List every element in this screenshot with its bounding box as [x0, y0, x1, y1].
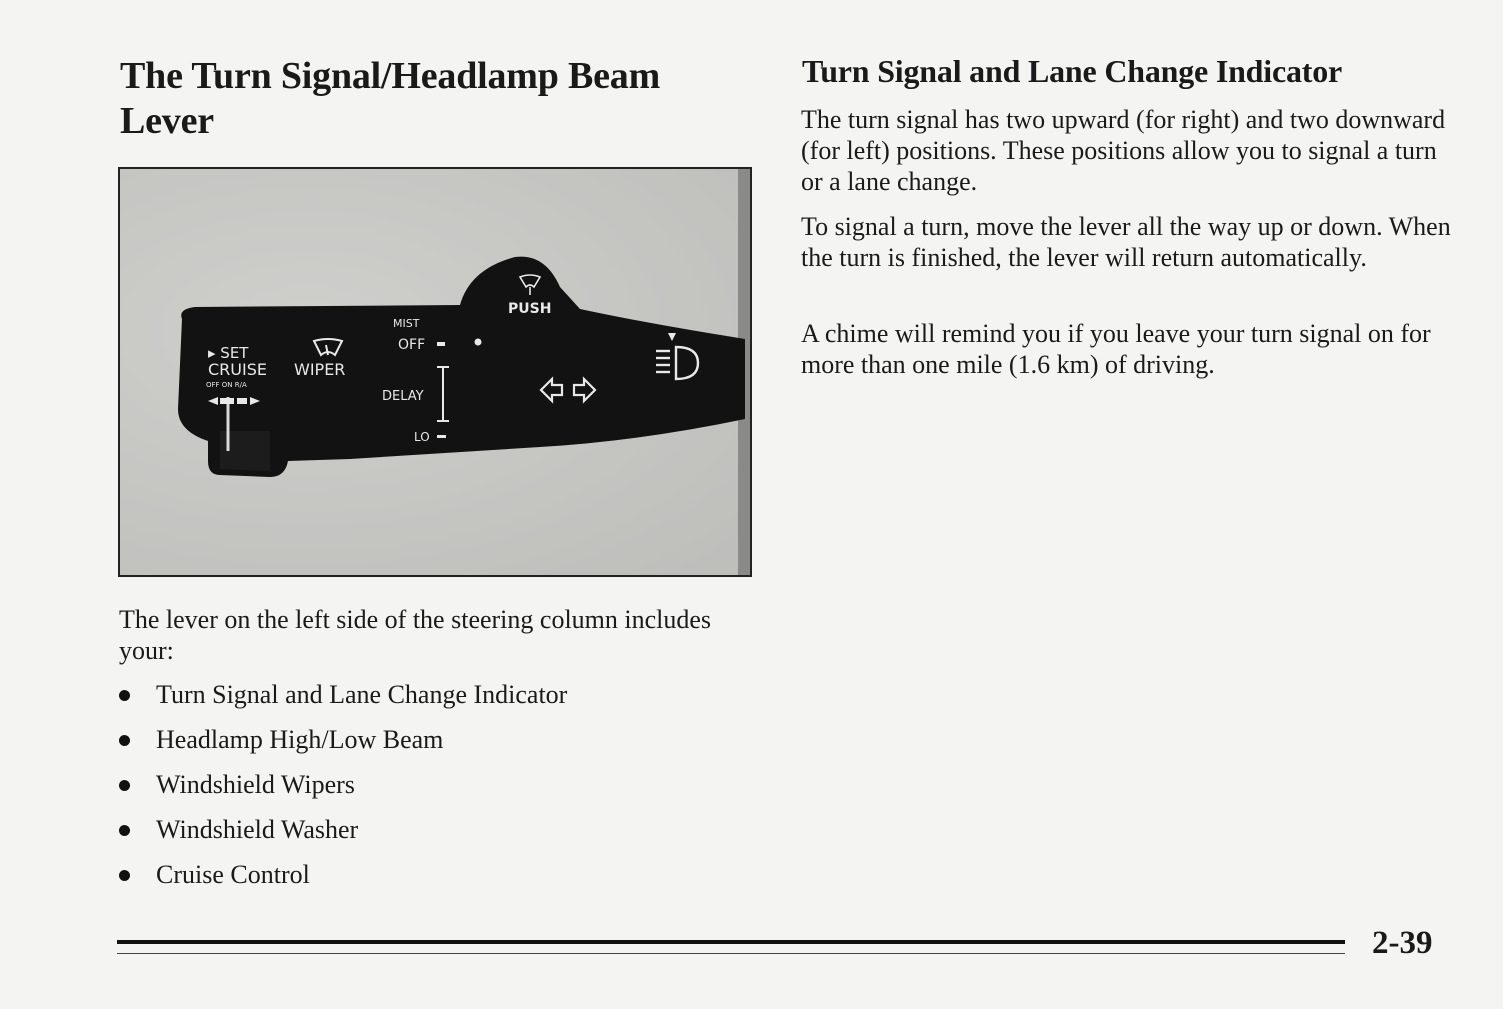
list-item [118, 721, 567, 766]
wiper-label: WIPER [294, 360, 346, 379]
cruise-label: CRUISE [208, 360, 267, 379]
page-number: 2-39 [1372, 925, 1433, 961]
intro-text: The lever on the left side of the steering column includes your: [119, 605, 712, 665]
push-label: PUSH [508, 301, 552, 317]
off-label: OFF [398, 337, 426, 353]
feature-list [118, 676, 567, 901]
paragraph: A chime will remind you if you leave your turn signal on for more than one mile (1.6 km) of driving. [801, 319, 1431, 379]
bullet-icon [119, 870, 130, 881]
list-item-label: Windshield Washer [156, 815, 359, 844]
bullet-icon [119, 825, 130, 836]
footer-rule [117, 940, 1345, 944]
lever-photo [118, 167, 752, 577]
list-item [118, 676, 567, 721]
paragraph: To signal a turn, move the lever all the way up or down. When the turn is finished, the lever will return automatically. [801, 212, 1451, 272]
section-heading-turn-signal: Turn Signal and Lane Change Indicator [802, 53, 1343, 89]
bullet-icon [119, 690, 130, 701]
delay-label: DELAY [382, 389, 424, 404]
mist-label: MIST [393, 317, 420, 330]
section-heading-lever: The Turn Signal/Headlamp Beam Lever [120, 55, 661, 142]
paragraph: The turn signal has two upward (for right) and two downward (for left) positions. These positions allow you to signal a turn or a lane change. [801, 105, 1446, 196]
list-item-label: Turn Signal and Lane Change Indicator [156, 680, 568, 709]
list-item [118, 811, 567, 856]
set-label: ▸ SET [208, 344, 249, 362]
lo-label: LO [414, 430, 430, 444]
list-item [118, 856, 567, 901]
list-item [118, 766, 567, 811]
list-item-label: Windshield Wipers [156, 770, 355, 799]
bullet-icon [119, 780, 130, 791]
footer-rule-thin [117, 953, 1345, 954]
list-item-label: Cruise Control [156, 860, 310, 889]
cruise-arrows-icon [208, 397, 260, 405]
cruise-positions-label: OFF ON R/A [206, 381, 247, 389]
bullet-icon [119, 735, 130, 746]
list-item-label: Headlamp High/Low Beam [156, 725, 444, 754]
